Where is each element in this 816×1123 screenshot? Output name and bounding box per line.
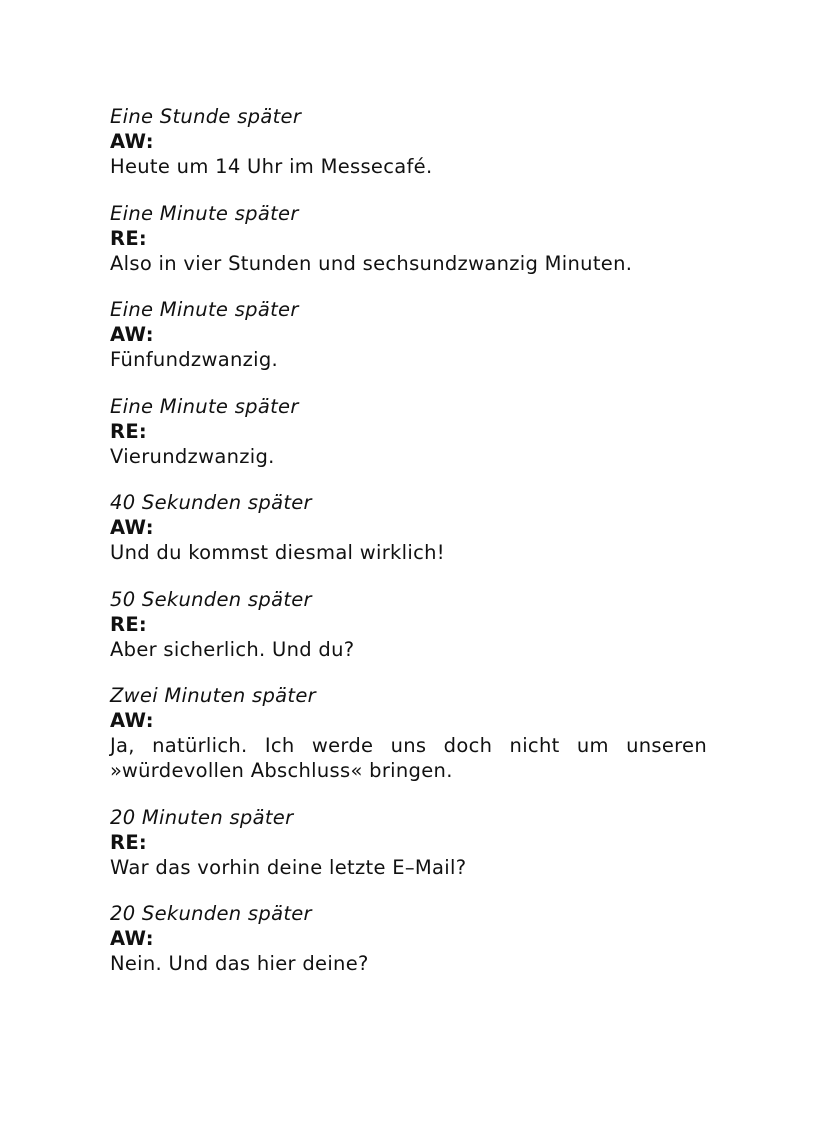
speaker-label: RE:: [110, 226, 148, 250]
document-page: [110, 104, 707, 998]
message-text: Vierundzwanzig.: [110, 444, 275, 468]
speaker-label: AW:: [110, 323, 154, 346]
dialogue-entry: [110, 201, 707, 276]
speaker-label: RE:: [110, 612, 148, 636]
timestamp-label: 40 Sekunden später: [110, 491, 312, 514]
dialogue-entry: [110, 587, 707, 662]
dialogue-entry: [110, 805, 707, 880]
timestamp-label: Eine Minute später: [110, 201, 299, 225]
message-text: Ja, natürlich. Ich werde uns doch nicht um unseren »würdevollen Abschluss« bringen.: [110, 734, 707, 782]
speaker-label: RE:: [110, 419, 148, 443]
speaker-label: AW:: [110, 709, 154, 732]
dialogue-entry: [110, 683, 707, 783]
timestamp-label: 50 Sekunden später: [110, 587, 312, 611]
dialogue-entry: [110, 490, 707, 565]
timestamp-label: Zwei Minuten später: [110, 684, 316, 707]
speaker-label: AW:: [110, 130, 154, 153]
speaker-label: AW:: [110, 927, 154, 950]
timestamp-label: Eine Minute später: [110, 298, 299, 321]
dialogue-entry: [110, 394, 707, 469]
message-text: Und du kommst diesmal wirklich!: [110, 541, 445, 564]
timestamp-label: Eine Stunde später: [110, 105, 302, 128]
dialogue-entry: [110, 297, 707, 372]
message-text: Also in vier Stunden und sechsundzwanzig Minuten.: [110, 251, 633, 275]
speaker-label: RE:: [110, 830, 148, 854]
message-text: War das vorhin deine letzte E–Mail?: [110, 855, 467, 879]
message-text: Heute um 14 Uhr im Messecafé.: [110, 155, 433, 178]
message-text: Aber sicherlich. Und du?: [110, 637, 355, 661]
timestamp-label: 20 Minuten später: [110, 805, 294, 829]
dialogue-entry: [110, 901, 707, 976]
speaker-label: AW:: [110, 516, 154, 539]
dialogue-entry: [110, 104, 707, 179]
timestamp-label: Eine Minute später: [110, 394, 299, 418]
timestamp-label: 20 Sekunden später: [110, 902, 312, 925]
message-text: Nein. Und das hier deine?: [110, 952, 369, 975]
message-text: Fünfundzwanzig.: [110, 348, 279, 371]
